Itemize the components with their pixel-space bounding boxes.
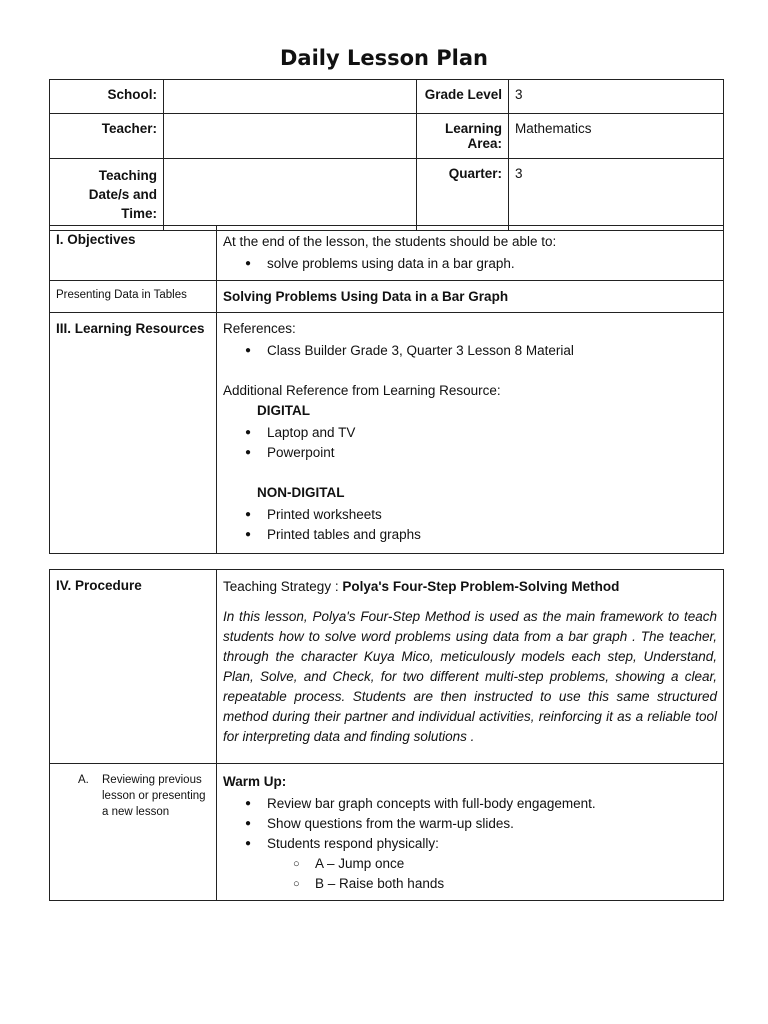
warm-up-label: Warm Up: (223, 774, 287, 789)
resources-label: III. Learning Resources (50, 313, 217, 554)
learning-area-field[interactable]: Mathematics (509, 114, 724, 159)
list-item: ● Students respond physically: (267, 834, 717, 854)
additional-reference-label: Additional Reference from Learning Resource: (223, 383, 501, 398)
quarter-field[interactable]: 3 (509, 159, 724, 231)
list-item: ● Printed worksheets (267, 505, 717, 525)
objectives-intro: At the end of the lesson, the students should be able to: (223, 234, 557, 249)
references-list (223, 341, 717, 361)
list-item: ● Laptop and TV (267, 423, 717, 443)
grade-level-label: Grade Level (417, 80, 509, 114)
page-title: Daily Lesson Plan (279, 46, 489, 70)
list-item: ● Show questions from the warm-up slides. (267, 814, 717, 834)
non-digital-list (223, 505, 717, 545)
list-item: ● Powerpoint (267, 443, 717, 463)
list-item: ● Printed tables and graphs (267, 525, 717, 545)
header-table (49, 79, 724, 231)
teaching-strategy (223, 577, 717, 597)
procedure-description: In this lesson, Polya's Four-Step Method is used as the main framework to teach students how to solve word problems using data from a bar graph . The teacher, through the character Kuya Mico, meticulously models each step, Understand, Plan, Solve, and Check, for two different multi-step problems, showing a clear, repeatable process. Students are then instructed to use this same structured method during their partner and individual activities, reinforcing it as a reliable tool for interpreting data and finding solutions . (223, 609, 717, 744)
teacher-label: Teacher: (50, 114, 164, 159)
step-a-label (56, 772, 210, 820)
procedure-cell (217, 570, 724, 764)
list-item: ○ A – Jump once (315, 854, 717, 874)
list-item: ● solve problems using data in a bar graph. (267, 254, 717, 274)
school-label: School: (50, 80, 164, 114)
procedure-table (49, 569, 724, 901)
content-label: Presenting Data in Tables (50, 281, 217, 313)
objectives-label: I. Objectives (50, 226, 217, 281)
learning-area-label: Learning Area: (417, 114, 509, 159)
step-a-text: Reviewing previous lesson or presenting a new lesson (102, 774, 206, 818)
warm-up-cell (217, 764, 724, 901)
objectives-table (49, 225, 724, 554)
digital-label: DIGITAL (257, 403, 310, 418)
digital-list (223, 423, 717, 463)
resources-cell (217, 313, 724, 554)
list-item: ● Review bar graph concepts with full-body engagement. (267, 794, 717, 814)
content-value: Solving Problems Using Data in a Bar Graph (217, 281, 724, 313)
references-label: References: (223, 321, 296, 336)
strategy-prefix: Teaching Strategy : (223, 579, 343, 594)
teaching-date-label: Teaching Date/s and Time: (50, 159, 164, 231)
quarter-label: Quarter: (417, 159, 509, 231)
objectives-cell (217, 226, 724, 281)
list-item: ● Class Builder Grade 3, Quarter 3 Lesson 8 Material (267, 341, 717, 361)
school-field[interactable] (164, 80, 417, 114)
step-a-number: A. (78, 774, 89, 786)
objectives-list (223, 254, 717, 274)
responses-list (223, 854, 717, 894)
step-a-cell (50, 764, 217, 901)
non-digital-label: NON-DIGITAL (257, 485, 345, 500)
procedure-label: IV. Procedure (50, 570, 217, 764)
grade-level-field[interactable]: 3 (509, 80, 724, 114)
list-item: ○ B – Raise both hands (315, 874, 717, 894)
teacher-field[interactable] (164, 114, 417, 159)
strategy-name: Polya's Four-Step Problem-Solving Method (342, 579, 620, 594)
teaching-date-field[interactable] (164, 159, 417, 231)
warm-up-list (223, 794, 717, 854)
